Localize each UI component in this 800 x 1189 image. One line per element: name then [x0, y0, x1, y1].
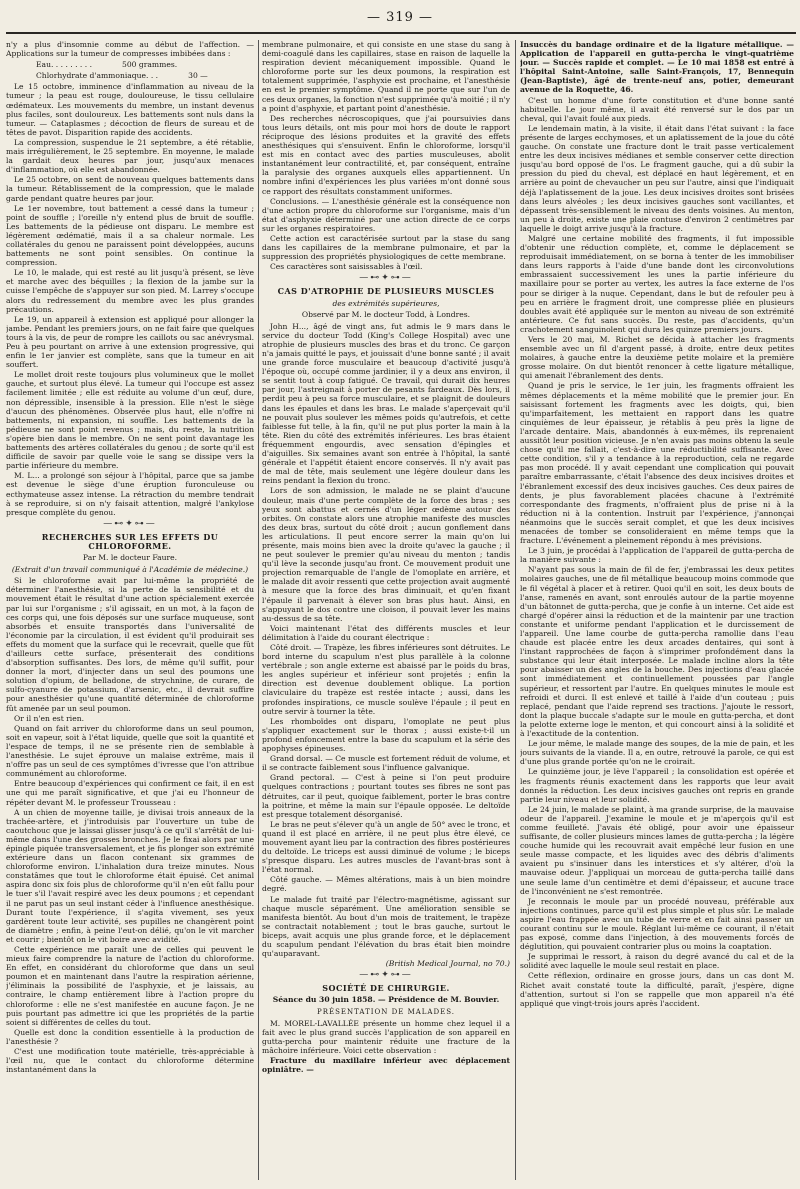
paragraph: Le lendemain matin, à la visite, il était dans l'état suivant : la face présente de larges ecchymoses, et un aplatissement de la joue du côté gauche. On constate une fracture dont le trait passe verticalement entre les deux incisives médianes et semble conserver cette direction jusqu'au bord opposé de l'os. Le fragment gauche, qui a dû subir la pression du pied du cheval, est déplacé en haut légèrement, et en arrière au point de chevaucher un peu sur l'autre, ainsi que l'indiquait déjà l'aplatissement de la joue. Les deux incisives droites sont brisées dans leurs alvéoles ; les deux incisives gauches sont vacillantes, et dépassent très-sensiblement le niveau des dents voisines. Au menton, un peu à droite, existe une plaie contuse d'environ 2 centimètres par laquelle le doigt arrive jusqu'à la fracture. [520, 123, 794, 233]
paragraph: Le mollet droit reste toujours plus volumineux que le mollet gauche, et surtout plus élevé. La tumeur qui l'occupe est assez facilement limitée ; elle est réduite au volume d'un œuf, dure, non dépressible, insensible à la pression. Elle n'est le siège d'aucun des phénomènes. Observée plus haut, elle n'offre ni battements, ni expansion, ni souffle. Les battements de la pédieuse ne sont point revenus ; mais, du reste, la nutrition s'opère bien dans le membre. On ne sent point davantage les battements des artères collatérales du genou ; de sorte qu'il est difficile de savoir par quelle voie le sang se dissipe vers la partie inférieure du membre. [6, 370, 254, 471]
paragraph: Ces caractères sont saisissables à l'œil. [270, 262, 423, 272]
paragraph: N'ayant pas sous la main de fil de fer, j'embrassai les deux petites molaires gauches, une de fil métallique beaucoup moins commode que le fil végétal à placer et à retirer. Quoi qu'il en soit, les deux bouts de l'anse, ramenés en avant, sont enroulés autour de la partie moyenne d'un bâtonnet de gutta-percha, que je confie à un interne. Cet aide est chargé d'opérer ainsi la réduction et de la maintenir par une traction constante et uniforme pendant l'application et le durcissement de l'appareil. Une lame courbe de gutta-percha ramollie dans l'eau chaude est placée entre les deux arcades dentaires, qui sont à l'instant rapprochées de façon à s'imprimer profondément dans la substance qui leur était interposée. Le malade incline alors la tête pour abaisser un des angles de la bouche. Des injections d'eau glacée sont immédiatement et continuellement poussées par l'angle supérieur, et ressortent par l'autre. En quelques minutes le moule est refroidi et durci. Il est enlevé et taillé à l'aide d'un couteau ; puis replacé, pendant que l'aide reprend ses tractions. J'ajoute le ressort, dont la plaque buccale s'adapte sur le moule en gutta-percha, et dont la pelotte externe loge le menton, et qui concourt ainsi à la solidité et à l'exactitude de la contention. [520, 565, 794, 739]
paragraph: membrane pulmonaire, et qui consiste en une stase du sang à demi-coagulé dans les capillaires, stase en raison de laquelle la respiration devient mécaniquement impossible. Quand le chloroforme porte sur les deux poumons, la respiration est totalement supprimée, l'asphyxie est prochaine, et l'anesthésie en est le premier symptôme. Quand il ne porte que sur l'un de ces deux organes, la fonction n'est supprimée qu'à moitié ; il n'y a point d'asphyxie, et partant point d'anesthésie. [262, 40, 510, 113]
paragraph: Entre beaucoup d'expériences qui confirment ce fait, il en est une qui me paraît significative, et que j'ai eu l'honneur de répéter devant M. le professeur Trousseau : [6, 779, 254, 807]
column-right [520, 40, 794, 1180]
paragraph: M. MOREL-LAVALLÉE présente un homme chez lequel il a fait avec le plus grand succès l'application de son appareil en gutta-percha pour maintenir réduite une fracture de la mâchoire inférieure. Voici cette observation : [262, 1018, 510, 1055]
paragraph: Conclusions. — L'anesthésie générale est la conséquence non d'une action propre du chloroforme sur l'organisme, mais d'un état d'asphyxie déterminé par une action directe de ce corps sur les organes respiratoires. [262, 196, 510, 233]
paragraph: Malgré une certaine mobilité des fragments, il fut impossible d'obtenir une réduction complète, et, comme le déplacement se reproduisait immédiatement, on se borna à tenter de les immobiliser dans leurs rapports à l'aide d'une bande dont les circonvolutions embrassaient successivement les unes la partie inférieure du maxillaire pour se porter au vertex, les autres la face externe de l'os pour se diriger à la nuque. Cependant, dans le but de refouler peu à peu en arrière le fragment droit, une compresse pliée en plusieurs doubles avait été appliquée sur le menton au niveau de son extrémité antérieure. Ce fut sans succès. Du reste, pas d'accidents, qu'un crachotement sanguinolent qui dura les quinze premiers jours. [520, 233, 794, 334]
paragraph: Le 1er novembre, tout battement a cessé dans la tumeur ; point de souffle ; l'oreille n'y entend plus de bruit de souffle. Les battements de la pédieuse ont disparu. Le membre est légèrement œdématié, mais il a sa chaleur normale. Les collatérales du genou ne paraissent point développées, aucuns battements ne sont point sensibles. On continue la compression. [6, 203, 254, 268]
paragraph: Le 15 octobre, imminence d'inflammation au niveau de la tumeur ; la peau est rouge, douloureuse, le tissu cellulaire œdémateux. Les mouvements du membre, un instant devenus plus faciles, sont douloureux. Les battements sont nuls dans la tumeur. — Cataplasmes ; décoction de fleurs de sureau et de têtes de pavot. Disparition rapide des accidents. [6, 82, 254, 137]
paragraph: Le 25 octobre, on sent de nouveau quelques battements dans la tumeur. Rétablissement de la compression, que le malade garde pendant quatre heures par jour. [6, 175, 254, 203]
paragraph: Grand dorsal. — Ce muscle est fortement réduit de volume, et il se contracte faiblement sous l'influence galvanique. [262, 754, 510, 773]
paragraph: Des recherches nécroscopiques, que j'ai poursuivies dans tous leurs détails, ont mis pour moi hors de doute le rapport réciproque des lésions produites et la gravité des effets anesthésiques qui s'ensuivent. Enfin le chloroforme, lorsqu'il est mis en contact avec des parties musculeuses, abolit instantanément leur contractilité, et, par conséquent, entraîne la paralysie des organes auxquels elles appartiennent. Un nombre infini d'expériences les plus variées m'ont donné sous ce rapport des résultats constamment uniformes. [262, 113, 510, 196]
paragraph: Le 10, le malade, qui est resté au lit jusqu'à présent, se lève et marche avec des béquilles ; la flexion de la jambe sur la cuisse l'empêche de s'appuyer sur son pied. M. Larrey s'occupe alors du redressement du membre avec les plus grandes précautions. [6, 268, 254, 314]
paragraph: Grand pectoral. — C'est à peine si l'on peut produire quelques contractions ; pourtant toutes ses fibres ne sont pas détruites, car il peut, quoique faiblement, porter le bras contre la poitrine, et même la main sur l'épaule opposée. Le deltoïde est presque totalement désorganisé. [262, 773, 510, 819]
paragraph: Cette réflexion, ordinaire en grosse jours, dans un cas dont M. Richet avait constaté toute la difficulté, paraît, j'espère, digne d'attention, surtout si l'on se rappelle que mon appareil n'a été appliqué que vingt-trois jours après l'accident. [520, 971, 794, 1008]
ornament-divider: —⊷✦⊶— [359, 970, 413, 981]
session-line: Séance du 30 juin 1858. — Présidence de M. Bouvier. [272, 995, 500, 1005]
formula-ingredient: Eau. . . . . . . . . [36, 60, 92, 70]
paragraph: Cette action est caractérisée surtout par la stase du sang dans les capillaires de la membrane pulmonaire, et par la suppression des propriétés physiologiques de cette membrane. [262, 233, 510, 262]
paragraph: La compression, suspendue le 21 septembre, a été rétablie, mais irrégulièrement, le 25 septembre. En moyenne, le malade la gardait deux heures par jour, jusqu'aux menaces d'inflammation, où elle est abandonnée. [6, 137, 254, 175]
paragraph: C'est une modification toute matérielle, très-appréciable à l'œil nu, que le contact du chloroforme détermine instantanément dans la [6, 1047, 254, 1075]
paragraph: C'est un homme d'une forte constitution et d'une bonne santé habituelle. Le jour même, il avait été renversé sur le dos par un cheval, qui l'avait foulé aux pieds. [520, 95, 794, 123]
author-line: Observé par M. le docteur Todd, à Londres. [301, 309, 471, 319]
paragraph: A un chien de moyenne taille, je divisai trois anneaux de la trachée-artère, et j'introduisis par l'ouverture un tube de caoutchouc que je laissai glisser jusqu'à ce qu'il s'arrêtât de lui-même dans l'une des grosses bronches. Je le fixai alors par une épingle piquée transversalement, et je fis plonger son extrémité extérieure dans un flacon contenant six grammes de chloroforme environ. L'inhalation dura treize minutes. Nous constatâmes que tout le chloroforme était épuisé. Cet animal aspira donc six fois plus de chloroforme qu'il n'en eût fallu pour le tuer s'il l'avait respiré avec les deux poumons ; et cependant il ne parut pas un seul instant céder à l'influence anesthésique. Durant toute l'expérience, il s'agita vivement, ses yeux gardèrent toute leur activité, ses pupilles ne changèrent point de diamètre ; enfin, à peine l'eut-on délié, qu'on le vit marcher et courir ; bientôt on le vit boire avec avidité. [6, 807, 254, 944]
formula-ingredient: Chlorhydrate d'ammoniaque. . . [36, 71, 159, 81]
paragraph: Je reconnais le moule par un procédé nouveau, préférable aux injections continues, parce qu'il est plus simple et plus sûr. Le malade aspire l'eau frappée avec un tube de verre et en fait ainsi passer un courant continu sur le moule. Réglant lui-même ce courant, il n'était pas exposé, comme dans l'injection, à des mouvements forcés de déglutition, qui pouvaient contrarier plus ou moins la coaptation. [520, 896, 794, 952]
paragraph: Côté gauche. — Mêmes altérations, mais à un bien moindre degré. [262, 875, 510, 894]
page-number: — 319 — [366, 10, 434, 25]
section-title: RECHERCHES SUR LES EFFETS DU CHLOROFORME. [41, 531, 219, 551]
source-citation: (British Medical Journal, no 70.) [385, 959, 510, 969]
formula-line [36, 60, 254, 69]
paragraph: Si le chloroforme avait par lui-même la propriété de déterminer l'anesthésie, si la perte de la sensibilité et du mouvement était le résultat d'une action spécialement exercée par lui sur l'organisme ; s'il agissait, en un mot, à la façon de ces corps qui, une fois déposés sur une surface muqueuse, sont absorbés et ensuite transportés dans l'universalité de l'économie par la circulation, il est évident qu'il produirait ses effets du moment que la surface qui le recevrait, quelle que fût d'ailleurs cette surface, présenterait des conditions d'absorption suffisantes. Des lors, de même qu'il suffit, pour donner la mort, d'injecter dans un seul des poumons une solution d'opium, de belladone, de strychnine, de curare, de sulfo-cyanure de potassium, d'arsenic, etc., il devrait suffire pour anesthésier qu'une quantité déterminée de chloroforme fût amenée par un seul poumon. [6, 576, 254, 713]
section-subtitle: des extrémités supérieures, [332, 298, 440, 308]
paragraph: n'y a plus d'insomnie comme au début de l'affection. — Applications sur la tumeur de compresses imbibées dans : [6, 40, 254, 59]
paragraph: Cette expérience me paraît une de celles qui peuvent le mieux faire comprendre la nature de l'action du chloroforme. En effet, en considérant du chloroforme que dans un seul poumon et en maintenant dans l'autre la respiration aérienne, j'éliminais la possibilité de l'asphyxie, et je laissais, au contraire, le champ entièrement libre à l'action propre du chloroforme : elle ne s'est manifestée en aucune façon. Je ne puis pourtant pas admettre ici que les propriétés de la partie soient si différentes de celles du tout. [6, 945, 254, 1027]
column-left [6, 40, 254, 1180]
column-divider [515, 40, 516, 1180]
column-middle [262, 40, 510, 1180]
formula-amount: 500 grammes. [122, 60, 178, 70]
paragraph: John H..., âgé de vingt ans, fut admis le 9 mars dans le service du docteur Todd (King's College Hospital) avec une atrophie de plusieurs muscles des bras et du tronc. Ce garçon n'a jamais quitté le pays, et jouissait d'une bonne santé ; il avait une grande force musculaire et beaucoup d'activité jusqu'à l'époque où, occupé comme jardinier, il y a deux ans environ, il se sentit tout à coup fatigué. Ce travail, qui durait dix heures par jour, l'astreignait à porter de pesants fardeaux. Dès lors, il perdit peu à peu sa force musculaire, et se plaignit de douleurs dans les épaules et dans les bras. Le malade s'aperçevait qu'il ne pouvait plus soulever les mêmes poids qu'autrefois, et cette faiblesse fut telle, à la fin, qu'il ne put plus porter la main à la tête. Rien du côté des extrémités inférieures. Les bras étaient fréquemment engourdis, avec sensation d'épingles et d'aiguilles. Six semaines avant son entrée à l'hôpital, la santé générale et l'appétit étaient encore conservés. Il n'y avait pas de mal de tête, mais seulement une légère douleur dans les reins pendant la flexion du tronc. [262, 321, 510, 486]
case-heading: Fracture du maxillaire inférieur avec déplacement opiniâtre. — [262, 1056, 510, 1075]
formula-amount: 30 — [188, 71, 208, 81]
subheading: PRÉSENTATION DE MALADES. [317, 1007, 455, 1016]
paragraph: Quand on fait arriver du chloroforme dans un seul poumon, soit en vapeur, soit à l'état liquide, quelle que soit la quantité et l'espace de temps, il ne se présente rien de semblable à l'anesthésie. Le sujet éprouve un malaise extrême, mais il n'offre pas un seul de ces symptômes d'ivresse que l'on attribue communément au chloroforme. [6, 723, 254, 779]
section-title: CAS D'ATROPHIE DE PLUSIEURS MUSCLES [277, 286, 495, 297]
column-divider [258, 40, 259, 1180]
paragraph: Le bras ne peut s'élever qu'à un angle de 50° avec le tronc, et quand il est placé en arrière, il ne peut plus être élevé, ce mouvement ayant lieu par la contraction des fibres postérieures du deltoïde. Le triceps est aussi diminué de volume ; le biceps s'presque disparu. Les autres muscles de l'avant-bras sont à l'état normal. [262, 819, 510, 875]
paragraph: Quand je pris le service, le 1er juin, les fragments offraient les mêmes déplacements et la même mobilité que le premier jour. En saisissant fortement les fragments avec les doigts, qui, bien qu'imparfaitement, les mettaient en rapport dans les quatre cinquièmes de leur épaisseur, je rétablis à peu près la ligne de l'arcade dentaire. Mais, abandonnés à eux-mêmes, ils reprenaient aussitôt leur position vicieuse. Je n'en avais pas moins obtenu la seule chose qu'il me fallait, c'est-à-dire une réductibilité suffisante. Avec cette condition, s'il y a tendance à la reproduction, cela ne regarde pas mon procédé. Il y avait cependant une complication qui pouvait paraître embarrassante, c'était l'absence des deux incisives droites et l'ébranlement excessif des deux incisives gauches. Ces deux paires de dents, je plus favorablement placées chacune à l'extrémité correspondante des fragments, n'offraient plus de prise ni à la réduction ni à la contention. Instruit par l'expérience, j'annonçai néanmoins que le succès serait complet, et que les deux incisives menacées de tomber se consolideraient en même temps que la fracture. L'événement a pleinement répondu à mes prévisions. [520, 381, 794, 546]
paragraph: Les rhomboïdes ont disparu, l'omoplate ne peut plus s'appliquer exactement sur le thorax ; aussi existe-t-il un profond enfoncement entre la base du scapulum et la série des apophyses épineuses. [262, 716, 510, 754]
paragraph: Le 3 juin, je procédai à l'application de l'appareil de gutta-percha de la manière suivante : [520, 546, 794, 565]
author-line: Par M. le docteur Faure. [82, 553, 178, 563]
paragraph: Le 24 juin, le malade se plaint, à ma grande surprise, de la mauvaise odeur de l'appareil. J'examine le moule et je m'aperçois qu'il est comme feuilleté. J'avais été obligé, pour avoir une épaisseur suffisante, de coller plusieurs minces lames de gutta-percha ; la légère couche humide qui les recouvrait avait empêché leur fusion en une seule masse compacte, et les liquides avec des débris d'aliments avaient pu s'insinuer dans les interstices et s'y altérer, d'où la mauvaise odeur. J'appliquai un morceau de gutta-percha taillé dans une seule lame d'un centimètre et demi d'épaisseur, et aucune trace de l'inconvénient ne s'est remontrée. [520, 804, 794, 896]
case-heading-continued: Insuccès du bandage ordinaire et de la ligature métallique. — Application de l'appareil en gutta-percha le vingt-quatrième jour. — Succès rapide et complet. — Le 10 mai 1858 est entré à l'hôpital Saint-Antoine, salle Saint-François, 17, Bennequin (Jean-Baptiste), âgé de trente-neuf ans, potier, demeurant avenue de la Roquette, 46. [520, 40, 794, 95]
paragraph: Le quinzième jour, je lève l'appareil ; la consolidation est opérée et les fragments réunis exactement dans les rapports que leur avait donnés la réduction. Les deux incisives gauches ont repris en grande partie leur niveau et leur solidité. [520, 767, 794, 804]
paragraph: Vers le 20 mai, M. Richet se décida à attacher les fragments ensemble avec un fil d'argent passé, à droite, entre deux petites molaires, à gauche entre la deuxième petite molaire et la première grosse molaire. On dut bientôt renoncer à cette ligature métallique, qui amenait l'ébranlement des dents. [520, 335, 794, 381]
paragraph: Voici maintenant l'état des différents muscles et leur délimitation à l'aide du courant électrique : [262, 623, 510, 642]
header-rule [6, 32, 796, 34]
ornament-divider: —⊷✦⊶— [103, 518, 157, 529]
paragraph: Le jour même, le malade mange des soupes, de la mie de pain, et les jours suivants de la viande. Il a, en outre, retrouvé la parole, ce qui est d'une plus grande portée qu'on ne le croirait. [520, 739, 794, 767]
section-subtitle: (Extrait d'un travail communiqué à l'Académie de médecine.) [11, 565, 249, 575]
section-title: SOCIÉTÉ DE CHIRURGIE. [322, 983, 450, 994]
paragraph: Je supprimai le ressort, à raison du degré avancé du cal et de la solidité avec laquelle le moule seul restait en place. [520, 952, 794, 971]
paragraph: M. L... a prolongé son séjour à l'hôpital, parce que sa jambe est devenue le siège d'une éruption furonculeuse ou ecthymateuse assez intense. La rétraction du membre tendrait à se reproduire, si on n'y faisait attention, malgré l'ankylose presque complète du genou. [6, 471, 254, 517]
paragraph: Or il n'en est rien. [14, 713, 85, 723]
ornament-divider: —⊷✦⊶— [359, 273, 413, 284]
paragraph: Côté droit. — Trapèze, les fibres inférieures sont détruites. Le bord interne du scapulum n'est plus parallèle à la colonne vertébrale ; son angle externe est abaissé par le poids du bras, les angles supérieur et inférieur sont projetés ; enfin la direction est devenue doublement oblique. La portion claviculaire du trapèze est restée intacte ; aussi, dans les profondes inspirations, ce muscle soulève l'épaule ; il peut en outre servir à tourner la tête. [262, 643, 510, 716]
paragraph: Le malade fut traité par l'électro-magnétisme, agissant sur chaque muscle séparément. Une amélioration sensible se manifesta bientôt. Au bout d'un mois de traitement, le trapèze se contractait notablement ; tout le bras gauche, surtout le biceps, avait acquis une plus grande force, et le déplacement du scapulum pendant l'élévation du bras était bien moindre qu'auparavant. [262, 894, 510, 959]
formula-line [36, 71, 254, 80]
paragraph: Lors de son admission, le malade ne se plaint d'aucune douleur, mais d'une perte complète de la force des bras ; ses yeux sont abattus et cernés d'un léger œdème autour des orbites. On constate alors une atrophie manifeste des muscles des deux bras, surtout du côté droit ; aucun gonflement dans les articulations. Il peut encore serrer la main qu'on lui présente, mais moins bien avec la droite qu'avec la gauche ; il ne peut soulever le premier qu'au niveau du menton ; tandis qu'il lève la seconde jusqu'au front. Ce mouvement produit une projection remarquable de l'angle de l'omoplate en arrière, et le malade dit avoir ressenti que cette projection avait augmenté à mesure que la force des bras diminuait, et qu'en fixant l'épaule il parvenait à élever son bras plus haut. Ainsi, en s'appuyant le dos contre une cloison, il pouvait lever les mains au-dessus de sa tête. [262, 486, 510, 623]
paragraph: Le 19, un appareil à extension est appliqué pour allonger la jambe. Pendant les premiers jours, on ne fait faire que quelques tours à la vis, de peur de rompre les caillots ou sac anévrysmal. Peu à peu pourtant on arrive à une extension progressive, qui enfin le 1er janvier est complète, sans que la tumeur en ait souffert. [6, 314, 254, 370]
paragraph: Quelle est donc la condition essentielle à la production de l'anesthésie ? [6, 1027, 254, 1046]
